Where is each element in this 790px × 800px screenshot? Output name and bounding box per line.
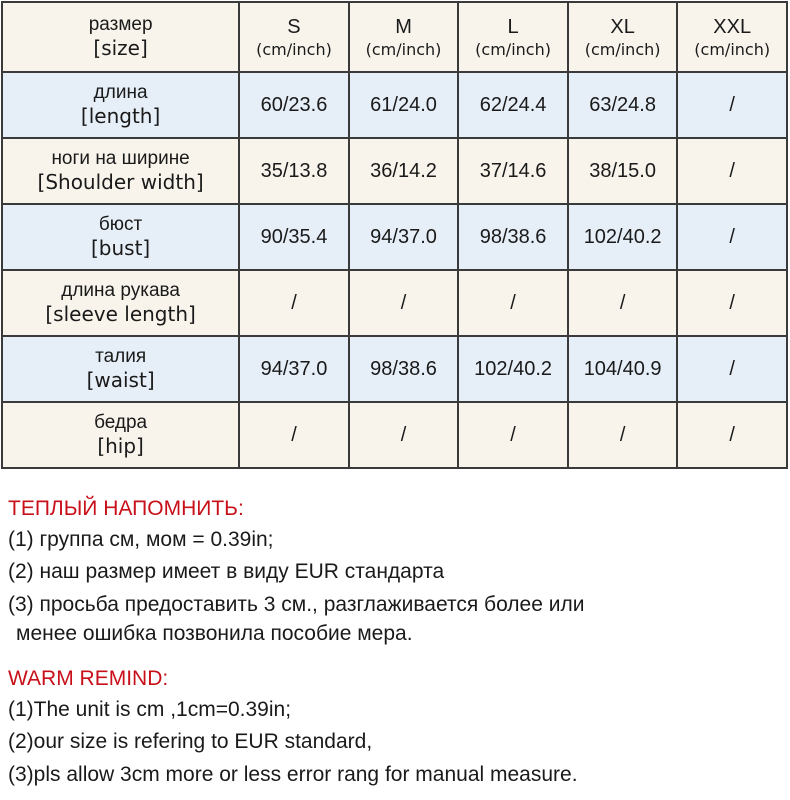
reminder-en-line-1: (1)The unit is cm ,1cm=0.39in;: [8, 698, 292, 722]
table-header-row: [2, 2, 787, 72]
table-cell: /: [239, 270, 349, 336]
header-label-en: [size]: [93, 36, 148, 61]
header-size-xl: [568, 2, 678, 72]
reminder-ru-line-3b: менее ошибка позвонила пособие мера.: [16, 621, 413, 645]
table-cell: /: [677, 138, 787, 204]
size-letter: M: [395, 15, 412, 38]
header-size-s: [239, 2, 349, 72]
row-label-ru: бедра: [94, 411, 148, 433]
table-cell: /: [677, 270, 787, 336]
size-letter: L: [507, 15, 519, 38]
table-cell: 38/15.0: [568, 138, 678, 204]
reminder-ru-line-1: (1) группа см, мом = 0.39in;: [8, 528, 274, 552]
row-label-en: [sleeve length]: [45, 302, 196, 327]
reminder-en: [8, 666, 783, 794]
table-cell: 60/23.6: [239, 72, 349, 138]
table-cell: /: [568, 402, 678, 468]
row-label-ru: длина рукава: [61, 279, 180, 301]
table-cell: /: [239, 402, 349, 468]
table-cell: 35/13.8: [239, 138, 349, 204]
size-chart-table: [1, 1, 788, 469]
table-row-length: [2, 72, 787, 138]
header-label-cell: [2, 2, 239, 72]
table-cell: /: [677, 72, 787, 138]
size-letter: S: [287, 15, 301, 38]
table-cell: 104/40.9: [568, 336, 678, 402]
table-cell: /: [677, 204, 787, 270]
table-cell: 94/37.0: [239, 336, 349, 402]
table-cell: 63/24.8: [568, 72, 678, 138]
table-cell: 102/40.2: [568, 204, 678, 270]
reminder-en-title: WARM REMIND:: [8, 667, 169, 690]
row-label-en: [length]: [80, 104, 161, 129]
table-cell: 61/24.0: [349, 72, 459, 138]
table-row-shoulder-width: [2, 138, 787, 204]
row-label-ru: ноги на ширине: [51, 147, 190, 169]
row-label-en: [Shoulder width]: [37, 170, 204, 195]
reminder-ru-line-2: (2) наш размер имеет в виду EUR стандарта: [8, 560, 445, 584]
table-row-sleeve-length: [2, 270, 787, 336]
table-row-hip: [2, 402, 787, 468]
reminder-ru-title: ТЕПЛЫЙ НАПОМНИТЬ:: [8, 497, 244, 520]
header-size-m: [349, 2, 459, 72]
table-cell: /: [349, 402, 459, 468]
table-cell: /: [677, 402, 787, 468]
row-label-ru: длина: [93, 81, 148, 103]
size-unit: (cm/inch): [584, 39, 661, 59]
table-cell: 98/38.6: [458, 204, 568, 270]
table-cell: /: [458, 270, 568, 336]
size-letter: XXL: [713, 15, 752, 38]
table-cell: 37/14.6: [458, 138, 568, 204]
size-letter: XL: [610, 15, 635, 38]
reminder-en-line-3: (3)pls allow 3cm more or less error rang for manual measure.: [8, 762, 578, 786]
reminder-ru: [8, 496, 783, 646]
row-label-cell: [2, 270, 239, 336]
size-unit: (cm/inch): [694, 39, 771, 59]
row-label-en: [waist]: [86, 368, 155, 393]
table-cell: 62/24.4: [458, 72, 568, 138]
table-row-bust: [2, 204, 787, 270]
reminder-en-line-2: (2)our size is refering to EUR standard,: [8, 730, 373, 754]
table-cell: 98/38.6: [349, 336, 459, 402]
row-label-cell: [2, 138, 239, 204]
header-size-l: [458, 2, 568, 72]
table-cell: 94/37.0: [349, 204, 459, 270]
row-label-cell: [2, 204, 239, 270]
table-cell: /: [458, 402, 568, 468]
size-unit: (cm/inch): [475, 39, 551, 59]
row-label-ru: бюст: [98, 213, 143, 235]
table-row-waist: [2, 336, 787, 402]
header-size-xxl: [677, 2, 787, 72]
size-unit: (cm/inch): [365, 39, 442, 59]
row-label-en: [hip]: [97, 434, 144, 459]
row-label-cell: [2, 72, 239, 138]
row-label-cell: [2, 336, 239, 402]
table-cell: /: [349, 270, 459, 336]
row-label-ru: талия: [95, 345, 147, 367]
table-cell: 36/14.2: [349, 138, 459, 204]
table-cell: 90/35.4: [239, 204, 349, 270]
table-cell: /: [677, 336, 787, 402]
header-label-ru: размер: [88, 13, 153, 35]
reminder-ru-line-3a: (3) просьба предоставить 3 см., разглаживается более или: [8, 592, 585, 616]
size-unit: (cm/inch): [256, 39, 332, 59]
row-label-cell: [2, 402, 239, 468]
table-cell: /: [568, 270, 678, 336]
table-cell: 102/40.2: [458, 336, 568, 402]
row-label-en: [bust]: [90, 236, 151, 261]
